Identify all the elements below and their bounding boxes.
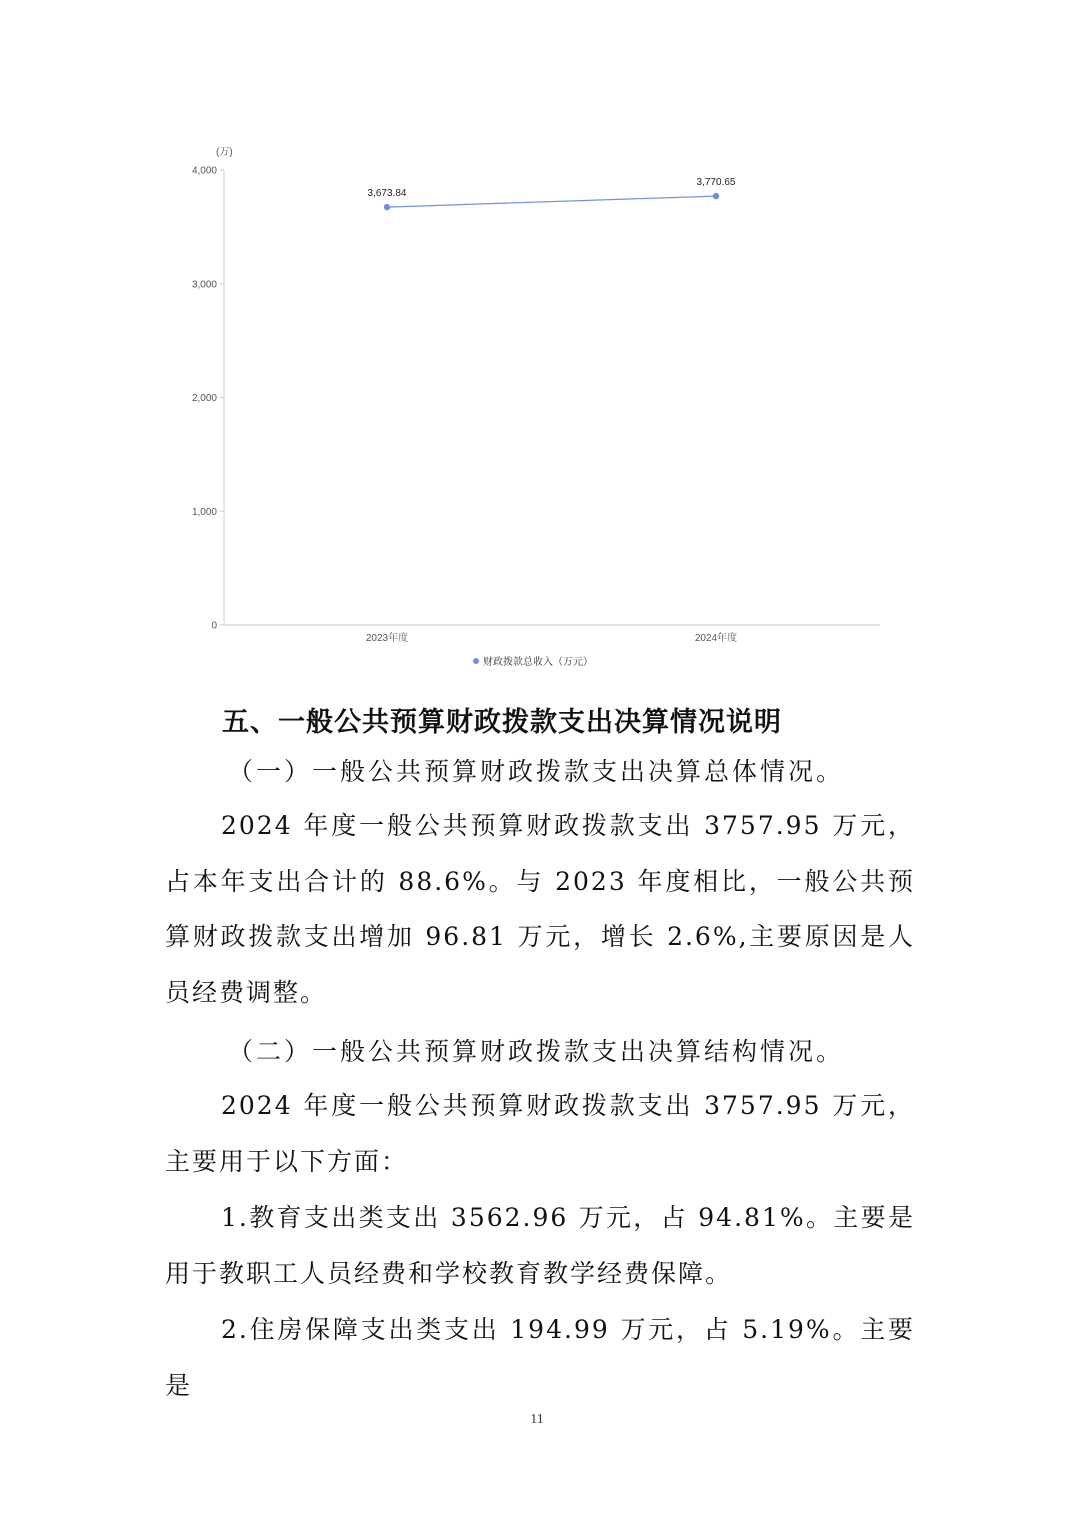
data-point xyxy=(713,193,719,199)
data-label: 3,770.65 xyxy=(696,177,736,189)
section-title: 五、一般公共预算财政拨款支出决算情况说明 xyxy=(222,707,782,738)
legend-label: 财政拨款总收入（万元） xyxy=(483,657,593,668)
paragraph-structure: 2024 年度一般公共预算财政拨款支出 3757.95 万元，主要用于以下方面： xyxy=(165,1091,915,1176)
income-line-chart xyxy=(0,0,1074,680)
y-tick-label: 0 xyxy=(211,620,217,632)
data-label: 3,673.84 xyxy=(367,188,407,200)
series-income xyxy=(368,177,736,210)
legend-marker xyxy=(473,658,479,664)
y-tick-label: 4,000 xyxy=(191,165,217,177)
y-axis xyxy=(192,166,224,632)
subsection-title-2: （二）一般公共预算财政拨款支出决算结构情况。 xyxy=(228,1037,845,1066)
y-tick-label: 3,000 xyxy=(191,279,217,291)
y-axis-unit-label: (万) xyxy=(216,147,233,158)
page-number: 11 xyxy=(530,1412,544,1427)
series-line xyxy=(387,196,716,207)
x-tick-label: 2023年度 xyxy=(365,633,409,644)
list-item-housing: 2.住房保障支出类支出 194.99 万元，占 5.19%。主要是 xyxy=(165,1315,915,1400)
list-item-education: 1.教育支出类支出 3562.96 万元，占 94.81%。主要是用于教职工人员经费和学校教育教学经费保障。 xyxy=(165,1203,915,1288)
subsection-title-1: （一）一般公共预算财政拨款支出决算总体情况。 xyxy=(228,757,845,786)
paragraph-overall: 2024 年度一般公共预算财政拨款支出 3757.95 万元，占本年支出合计的 88.6%。与 2023 年度相比，一般公共预算财政拨款支出增加 96.81 万元，增长 2.6%,主要原因是人员经费调整。 xyxy=(165,811,915,1007)
chart-legend xyxy=(473,655,593,668)
y-tick-label: 2,000 xyxy=(191,393,217,404)
x-axis xyxy=(224,625,880,644)
y-tick-label: 1,000 xyxy=(191,506,217,518)
x-tick-label: 2024年度 xyxy=(694,633,738,644)
data-point xyxy=(384,204,390,210)
